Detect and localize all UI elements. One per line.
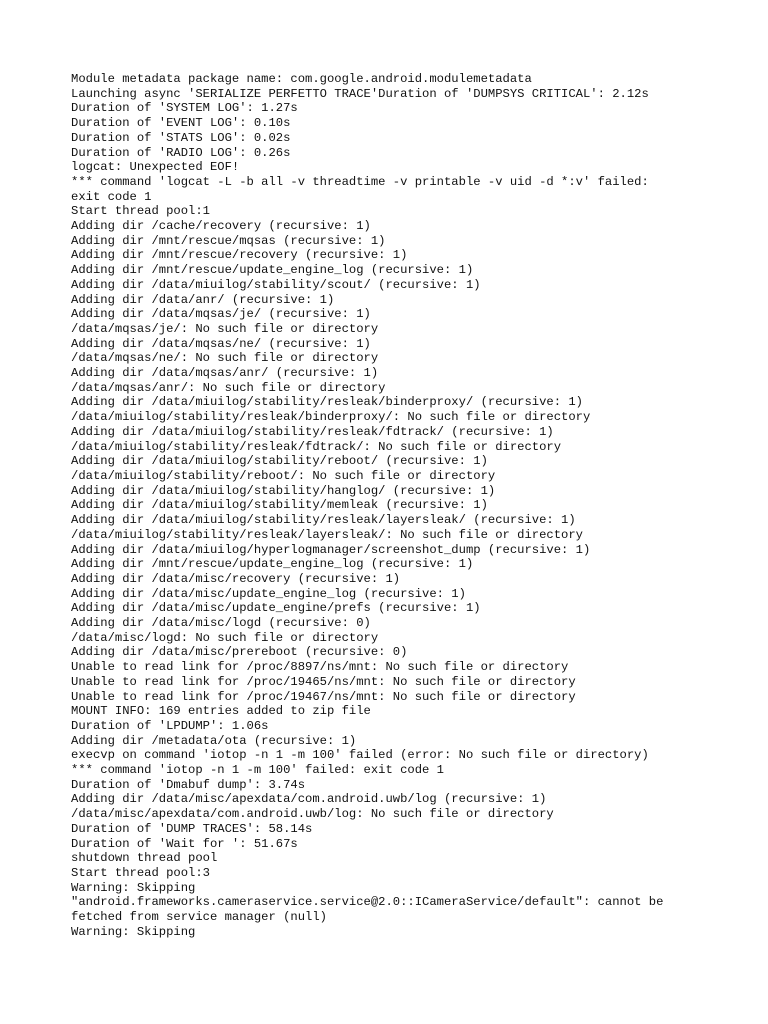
log-line: /data/miuilog/stability/resleak/fdtrack/: No such file or directory bbox=[71, 439, 562, 454]
log-line: Adding dir /data/mqsas/je/ (recursive: 1) bbox=[71, 307, 371, 322]
log-line: Launching async 'SERIALIZE PERFETTO TRACE'Duration of 'DUMPSYS CRITICAL': 2.12s bbox=[71, 86, 649, 101]
log-line: /data/mqsas/ne/: No such file or directory bbox=[71, 351, 379, 366]
log-line: Adding dir /mnt/rescue/recovery (recursive: 1) bbox=[71, 248, 408, 263]
log-line: Duration of 'LPDUMP': 1.06s bbox=[71, 718, 269, 733]
log-line: Adding dir /data/misc/update_engine/prefs (recursive: 1) bbox=[71, 601, 481, 616]
log-line: Adding dir /data/misc/prereboot (recursive: 0) bbox=[71, 645, 408, 660]
log-line: /data/mqsas/anr/: No such file or directory bbox=[71, 380, 386, 395]
log-line: Adding dir /mnt/rescue/update_engine_log (recursive: 1) bbox=[71, 557, 474, 572]
log-line: Duration of 'DUMP TRACES': 58.14s bbox=[71, 821, 313, 836]
log-line: MOUNT INFO: 169 entries added to zip file bbox=[71, 704, 371, 719]
log-line: Warning: Skipping bbox=[71, 880, 196, 895]
log-line: Module metadata package name: com.google.android.modulemetadata bbox=[71, 72, 532, 86]
log-line: Duration of 'EVENT LOG': 0.10s bbox=[71, 116, 291, 131]
log-line: Adding dir /data/mqsas/anr/ (recursive: 1) bbox=[71, 366, 379, 381]
log-line: Adding dir /mnt/rescue/mqsas (recursive: 1) bbox=[71, 233, 386, 248]
log-line: "android.frameworks.cameraservice.service@2.0::ICameraService/default": cannot be bbox=[71, 895, 664, 910]
log-line: Duration of 'RADIO LOG': 0.26s bbox=[71, 145, 291, 160]
log-line: Adding dir /mnt/rescue/update_engine_log (recursive: 1) bbox=[71, 263, 474, 278]
log-line: /data/miuilog/stability/resleak/binderproxy/: No such file or directory bbox=[71, 410, 591, 425]
log-line: /data/mqsas/je/: No such file or directory bbox=[71, 321, 379, 336]
log-line: Warning: Skipping bbox=[71, 924, 196, 939]
log-line: Unable to read link for /proc/8897/ns/mnt: No such file or directory bbox=[71, 660, 569, 675]
log-line: Adding dir /data/misc/apexdata/com.android.uwb/log (recursive: 1) bbox=[71, 792, 547, 807]
log-line: execvp on command 'iotop -n 1 -m 100' failed (error: No such file or directory) bbox=[71, 748, 649, 763]
log-line: Adding dir /data/miuilog/stability/hanglog/ (recursive: 1) bbox=[71, 483, 496, 498]
log-line: /data/miuilog/stability/reboot/: No such file or directory bbox=[71, 468, 496, 483]
log-line: Adding dir /cache/recovery (recursive: 1) bbox=[71, 219, 371, 234]
log-line: Adding dir /data/miuilog/hyperlogmanager/screenshot_dump (recursive: 1) bbox=[71, 542, 591, 557]
log-line: Adding dir /data/misc/recovery (recursive: 1) bbox=[71, 571, 401, 586]
log-line: Start thread pool:1 bbox=[71, 204, 210, 219]
log-line: Duration of 'SYSTEM LOG': 1.27s bbox=[71, 101, 298, 116]
log-line: /data/misc/logd: No such file or directory bbox=[71, 630, 379, 645]
log-line: Duration of 'Wait for ': 51.67s bbox=[71, 836, 298, 851]
log-line: Duration of 'STATS LOG': 0.02s bbox=[71, 130, 291, 145]
log-line: shutdown thread pool bbox=[71, 851, 218, 866]
log-line: fetched from service manager (null) bbox=[71, 910, 327, 925]
log-line: *** command 'iotop -n 1 -m 100' failed: exit code 1 bbox=[71, 763, 444, 778]
log-line: Start thread pool:3 bbox=[71, 865, 210, 880]
log-line: Adding dir /data/miuilog/stability/scout/ (recursive: 1) bbox=[71, 277, 481, 292]
log-line: Adding dir /data/miuilog/stability/resleak/layersleak/ (recursive: 1) bbox=[71, 513, 576, 528]
log-line: Adding dir /data/misc/logd (recursive: 0) bbox=[71, 616, 371, 631]
log-line: Adding dir /data/miuilog/stability/reboot/ (recursive: 1) bbox=[71, 454, 488, 469]
log-line: Adding dir /data/misc/update_engine_log (recursive: 1) bbox=[71, 586, 466, 601]
log-line: /data/miuilog/stability/resleak/layersleak/: No such file or directory bbox=[71, 527, 583, 542]
log-line: /data/misc/apexdata/com.android.uwb/log: No such file or directory bbox=[71, 807, 554, 822]
log-text-block bbox=[71, 72, 728, 939]
log-line: logcat: Unexpected EOF! bbox=[71, 160, 240, 175]
log-line: Adding dir /data/miuilog/stability/resleak/fdtrack/ (recursive: 1) bbox=[71, 424, 554, 439]
log-line: Adding dir /data/miuilog/stability/resleak/binderproxy/ (recursive: 1) bbox=[71, 395, 583, 410]
log-line: *** command 'logcat -L -b all -v threadtime -v printable -v uid -d *:v' failed: bbox=[71, 174, 649, 189]
log-line: exit code 1 bbox=[71, 189, 152, 204]
log-line: Adding dir /data/miuilog/stability/memleak (recursive: 1) bbox=[71, 498, 488, 513]
log-line: Adding dir /data/mqsas/ne/ (recursive: 1) bbox=[71, 336, 371, 351]
log-line: Adding dir /data/anr/ (recursive: 1) bbox=[71, 292, 335, 307]
log-line: Adding dir /metadata/ota (recursive: 1) bbox=[71, 733, 357, 748]
log-line: Unable to read link for /proc/19467/ns/mnt: No such file or directory bbox=[71, 689, 576, 704]
log-line: Unable to read link for /proc/19465/ns/mnt: No such file or directory bbox=[71, 674, 576, 689]
log-line: Duration of 'Dmabuf dump': 3.74s bbox=[71, 777, 306, 792]
